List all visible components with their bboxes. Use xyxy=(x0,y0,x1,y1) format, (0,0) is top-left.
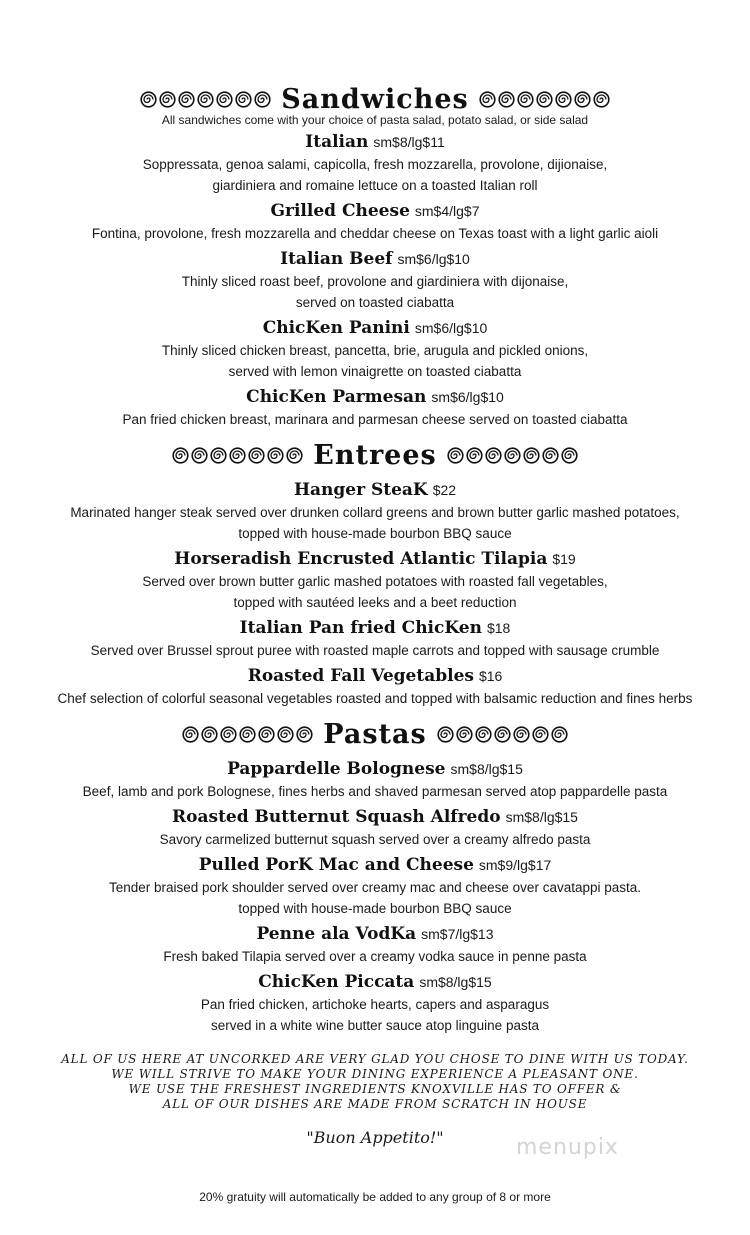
menu-item-price: sm$8/lg$15 xyxy=(505,809,578,825)
swirl-icon xyxy=(178,91,195,108)
swirl-icon xyxy=(593,91,610,108)
gratuity-note: 20% gratuity will automatically be added to any group of 8 or more xyxy=(199,1190,551,1204)
swirl-icon xyxy=(513,726,530,743)
right-swirl-ornament xyxy=(447,447,578,464)
menu-item-header xyxy=(0,971,750,994)
menu-item-header xyxy=(0,200,750,223)
menu-item-header xyxy=(0,758,750,781)
menu-item-description: Tender braised pork shoulder served over creamy mac and cheese over cavatappi pasta. xyxy=(108,880,642,895)
menu-item xyxy=(0,971,750,1036)
swirl-icon xyxy=(254,91,271,108)
menu-item-description: Served over brown butter garlic mashed potatoes with roasted fall vegetables, xyxy=(142,574,608,589)
menu-item-price: sm$8/lg$15 xyxy=(450,761,523,777)
swirl-icon xyxy=(201,726,218,743)
menu-item-name: Hanger SteaK xyxy=(293,480,428,500)
menu-item-price: sm$6/lg$10 xyxy=(431,389,504,405)
menu-item-description: Thinly sliced roast beef, provolone and giardiniera with dijonaise, xyxy=(181,274,569,289)
swirl-icon xyxy=(296,726,313,743)
left-swirl-ornament xyxy=(172,447,303,464)
welcome-line: ALL OF US HERE AT UNCORKED ARE VERY GLAD YOU CHOSE TO DINE WITH US TODAY. xyxy=(61,1052,689,1066)
swirl-icon xyxy=(466,447,483,464)
menu-item-description: topped with house-made bourbon BBQ sauce xyxy=(238,901,512,916)
swirl-icon xyxy=(504,447,521,464)
menu-item-price: sm$6/lg$10 xyxy=(414,320,488,336)
menu-item xyxy=(0,131,750,196)
menu-item-description: Beef, lamb and pork Bolognese, fines herbs and shaved parmesan served atop pappardelle pasta xyxy=(82,784,668,799)
menu-item xyxy=(0,248,750,313)
menu-item-header xyxy=(0,548,750,571)
menu-item-header xyxy=(0,923,750,946)
menu-item-header xyxy=(0,386,750,409)
menu-item-name: Penne ala VodKa xyxy=(256,924,417,944)
buon-appetito: "Buon Appetito!" xyxy=(306,1128,444,1147)
right-swirl-ornament xyxy=(437,726,568,743)
menu-item xyxy=(0,854,750,919)
swirl-icon xyxy=(239,726,256,743)
menu-item-price: sm$9/lg$17 xyxy=(478,857,552,873)
menu-item-header xyxy=(0,479,750,502)
menu-item-header xyxy=(0,248,750,271)
swirl-icon xyxy=(456,726,473,743)
swirl-icon xyxy=(182,726,199,743)
menu-page xyxy=(0,84,750,1147)
pastas-title: Pastas xyxy=(323,719,427,750)
menu-item-description: topped with house-made bourbon BBQ sauce xyxy=(238,526,512,541)
entrees-title: Entrees xyxy=(313,440,437,471)
sandwiches-list xyxy=(0,131,750,430)
menu-item xyxy=(0,548,750,613)
menu-item-description: Thinly sliced chicken breast, pancetta, brie, arugula and pickled onions, xyxy=(161,343,589,358)
swirl-icon xyxy=(494,726,511,743)
swirl-icon xyxy=(532,726,549,743)
menu-item-name: ChicKen Piccata xyxy=(258,972,415,992)
menu-item-name: Italian xyxy=(305,132,369,152)
menu-item-name: ChicKen Parmesan xyxy=(246,387,427,407)
swirl-icon xyxy=(210,447,227,464)
sandwiches-note: All sandwiches come with your choice of pasta salad, potato salad, or side salad xyxy=(161,113,589,127)
menu-item xyxy=(0,317,750,382)
welcome-line: WE USE THE FRESHEST INGREDIENTS KNOXVILLE HAS TO OFFER & xyxy=(128,1082,622,1096)
swirl-icon xyxy=(258,726,275,743)
swirl-icon xyxy=(523,447,540,464)
menu-item-name: Grilled Cheese xyxy=(270,201,410,221)
menu-item-header xyxy=(0,806,750,829)
pastas-list xyxy=(0,758,750,1036)
menu-item-description: Pan fried chicken breast, marinara and parmesan cheese served on toasted ciabatta xyxy=(122,412,628,427)
menu-item-price: $16 xyxy=(478,668,503,684)
menu-item xyxy=(0,617,750,661)
swirl-icon xyxy=(517,91,534,108)
menu-item xyxy=(0,758,750,802)
menu-item-description: Fresh baked Tilapia served over a creamy vodka sauce in penne pasta xyxy=(163,949,587,964)
menu-item xyxy=(0,479,750,544)
sandwiches-heading xyxy=(0,84,750,115)
menu-item-description: served in a white wine butter sauce atop linguine pasta xyxy=(211,1018,539,1033)
menu-item-description: served with lemon vinaigrette on toasted ciabatta xyxy=(228,364,522,379)
menu-item-name: Pappardelle Bolognese xyxy=(227,759,446,779)
menu-item-price: sm$7/lg$13 xyxy=(421,926,494,942)
swirl-icon xyxy=(191,447,208,464)
swirl-icon xyxy=(551,726,568,743)
welcome-message xyxy=(0,1052,750,1112)
menu-item-description: served on toasted ciabatta xyxy=(295,295,455,310)
pastas-heading xyxy=(0,719,750,750)
menu-item-name: ChicKen Panini xyxy=(262,318,410,338)
swirl-icon xyxy=(216,91,233,108)
menu-item-description: giardiniera and romaine lettuce on a toasted Italian roll xyxy=(212,178,538,193)
menu-item xyxy=(0,386,750,430)
menu-item-description: Pan fried chicken, artichoke hearts, capers and asparagus xyxy=(200,997,550,1012)
swirl-icon xyxy=(447,447,464,464)
menu-item xyxy=(0,665,750,709)
swirl-icon xyxy=(248,447,265,464)
welcome-line: WE WILL STRIVE TO MAKE YOUR DINING EXPERIENCE A PLEASANT ONE. xyxy=(111,1067,639,1081)
sandwiches-title: Sandwiches xyxy=(281,84,469,115)
menu-item xyxy=(0,806,750,850)
swirl-icon xyxy=(235,91,252,108)
swirl-icon xyxy=(197,91,214,108)
swirl-icon xyxy=(267,447,284,464)
menu-item-description: Chef selection of colorful seasonal vegetables roasted and topped with balsamic reduction and fines herbs xyxy=(57,691,693,706)
swirl-icon xyxy=(555,91,572,108)
menu-item-price: sm$8/lg$11 xyxy=(373,134,445,150)
swirl-icon xyxy=(498,91,515,108)
menu-item-header xyxy=(0,854,750,877)
swirl-icon xyxy=(140,91,157,108)
menu-item-header xyxy=(0,665,750,688)
menu-item-price: sm$6/lg$10 xyxy=(397,251,470,267)
menu-item-header xyxy=(0,131,750,154)
menu-item-name: Italian Beef xyxy=(280,249,393,269)
menu-item-name: Horseradish Encrusted Atlantic Tilapia xyxy=(174,549,548,569)
menu-item-name: Roasted Butternut Squash Alfredo xyxy=(172,807,501,827)
menu-item-description: Savory carmelized butternut squash served over a creamy alfredo pasta xyxy=(159,832,591,847)
swirl-icon xyxy=(277,726,294,743)
menu-item-price: $19 xyxy=(552,551,576,567)
left-swirl-ornament xyxy=(182,726,313,743)
menu-item-description: Fontina, provolone, fresh mozzarella and cheddar cheese on Texas toast with a light garlic aioli xyxy=(91,226,659,241)
swirl-icon xyxy=(172,447,189,464)
swirl-icon xyxy=(574,91,591,108)
entrees-list xyxy=(0,479,750,709)
welcome-line: ALL OF OUR DISHES ARE MADE FROM SCRATCH IN HOUSE xyxy=(162,1097,588,1111)
swirl-icon xyxy=(479,91,496,108)
menu-item-price: sm$8/lg$15 xyxy=(419,974,492,990)
menu-item-header xyxy=(0,617,750,640)
menu-item-name: Roasted Fall Vegetables xyxy=(247,666,474,686)
menu-item-name: Pulled PorK Mac and Cheese xyxy=(198,855,474,875)
menu-item-description: Marinated hanger steak served over drunken collard greens and brown butter garlic mashed potatoes, xyxy=(70,505,680,520)
menu-item-description: Served over Brussel sprout puree with roasted maple carrots and topped with sausage crumble xyxy=(90,643,660,658)
swirl-icon xyxy=(561,447,578,464)
menu-item xyxy=(0,200,750,244)
menu-item-header xyxy=(0,317,750,340)
swirl-icon xyxy=(159,91,176,108)
menu-item-price: $18 xyxy=(486,620,511,636)
swirl-icon xyxy=(542,447,559,464)
swirl-icon xyxy=(229,447,246,464)
menupix-watermark: menupix xyxy=(516,1135,619,1160)
swirl-icon xyxy=(485,447,502,464)
swirl-icon xyxy=(475,726,492,743)
menu-item-price: sm$4/lg$7 xyxy=(414,203,480,219)
menu-item-name: Italian Pan fried ChicKen xyxy=(239,618,482,638)
swirl-icon xyxy=(437,726,454,743)
menu-item-description: topped with sautéed leeks and a beet reduction xyxy=(233,595,517,610)
right-swirl-ornament xyxy=(479,91,610,108)
menu-item-description: Soppressata, genoa salami, capicolla, fresh mozzarella, provolone, dijionaise, xyxy=(142,157,608,172)
entrees-heading xyxy=(0,440,750,471)
swirl-icon xyxy=(220,726,237,743)
menu-item xyxy=(0,923,750,967)
swirl-icon xyxy=(286,447,303,464)
swirl-icon xyxy=(536,91,553,108)
menu-item-price: $22 xyxy=(432,482,457,498)
left-swirl-ornament xyxy=(140,91,271,108)
